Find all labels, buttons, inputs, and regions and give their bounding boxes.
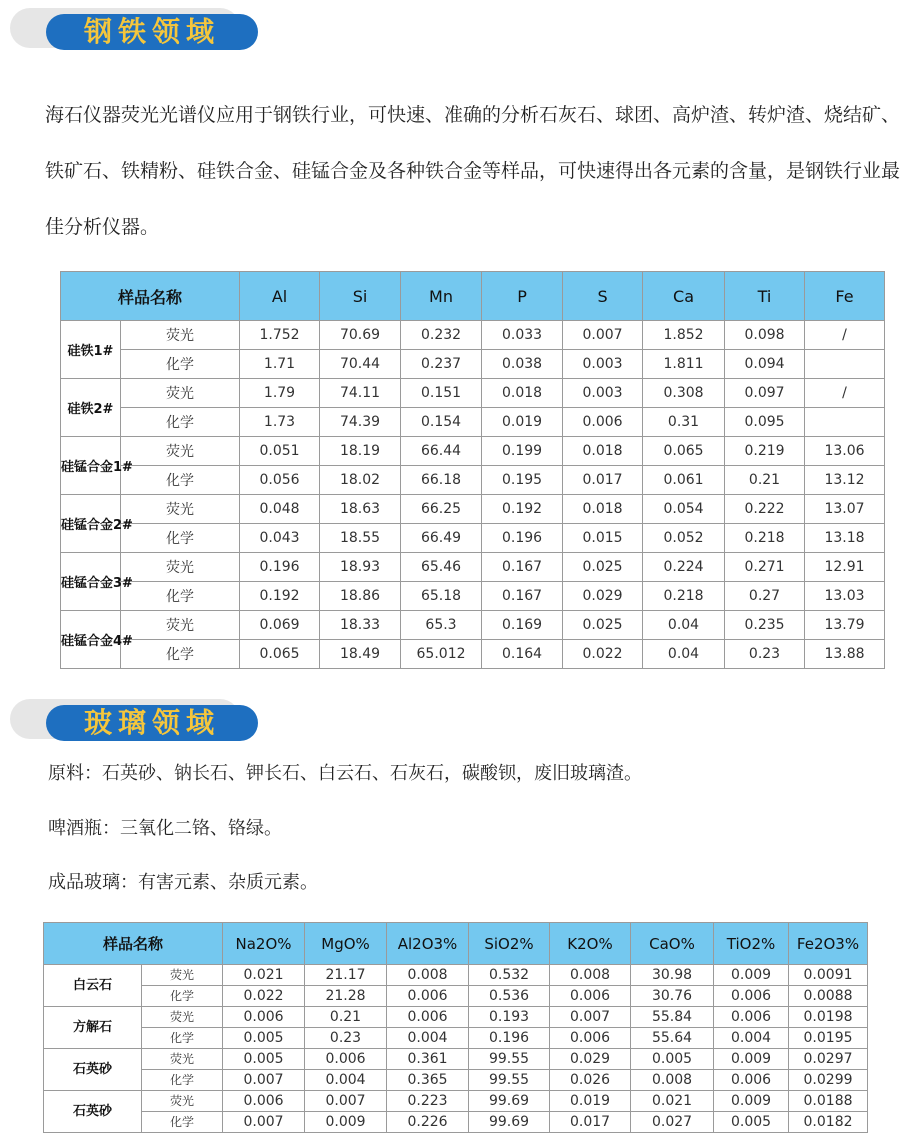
value-cell: 0.219	[725, 437, 805, 466]
value-cell: 0.31	[643, 408, 725, 437]
method-cell: 化学	[121, 640, 240, 669]
table-row	[61, 495, 885, 524]
value-cell: 0.167	[482, 582, 563, 611]
value-cell: 0.164	[482, 640, 563, 669]
column-header: Ca	[643, 272, 725, 321]
value-cell: 0.021	[631, 1091, 714, 1112]
value-cell: 65.012	[401, 640, 482, 669]
value-cell: 0.006	[714, 1007, 789, 1028]
value-cell: 66.25	[401, 495, 482, 524]
method-cell: 荧光	[142, 1091, 223, 1112]
value-cell: 0.151	[401, 379, 482, 408]
value-cell: 0.009	[714, 1091, 789, 1112]
value-cell: 0.0088	[789, 986, 868, 1007]
value-cell: 13.07	[805, 495, 885, 524]
method-cell: 化学	[121, 466, 240, 495]
column-header: Ti	[725, 272, 805, 321]
column-header: S	[563, 272, 643, 321]
value-cell: 0.361	[387, 1049, 469, 1070]
value-cell: 13.06	[805, 437, 885, 466]
value-cell: 0.008	[631, 1070, 714, 1091]
value-cell: 0.006	[714, 1070, 789, 1091]
value-cell: 99.55	[469, 1070, 550, 1091]
value-cell: 65.3	[401, 611, 482, 640]
value-cell: 99.55	[469, 1049, 550, 1070]
value-cell: 0.532	[469, 965, 550, 986]
value-cell: 0.026	[550, 1070, 631, 1091]
value-cell: 18.19	[320, 437, 401, 466]
table-row	[44, 986, 868, 1007]
value-cell: 0.006	[223, 1091, 305, 1112]
value-cell: 0.003	[563, 350, 643, 379]
value-cell: 70.44	[320, 350, 401, 379]
value-cell: 0.193	[469, 1007, 550, 1028]
value-cell: 18.02	[320, 466, 401, 495]
value-cell: 0.223	[387, 1091, 469, 1112]
value-cell: 21.28	[305, 986, 387, 1007]
sample-name-header: 样品名称	[44, 923, 223, 965]
value-cell: 0.009	[714, 1049, 789, 1070]
value-cell: 1.852	[643, 321, 725, 350]
value-cell: 0.097	[725, 379, 805, 408]
value-cell: 0.169	[482, 611, 563, 640]
value-cell: 0.095	[725, 408, 805, 437]
value-cell: 0.237	[401, 350, 482, 379]
value-cell: 0.018	[482, 379, 563, 408]
value-cell: 65.46	[401, 553, 482, 582]
column-header: MgO%	[305, 923, 387, 965]
table-header-row	[44, 923, 868, 965]
method-cell: 化学	[121, 524, 240, 553]
column-header: Al2O3%	[387, 923, 469, 965]
value-cell: 0.098	[725, 321, 805, 350]
column-header: TiO2%	[714, 923, 789, 965]
table-row	[61, 408, 885, 437]
value-cell: 99.69	[469, 1112, 550, 1133]
value-cell: 0.007	[223, 1112, 305, 1133]
value-cell: 55.84	[631, 1007, 714, 1028]
value-cell: 0.015	[563, 524, 643, 553]
value-cell: 0.005	[223, 1049, 305, 1070]
value-cell: 0.232	[401, 321, 482, 350]
value-cell: /	[805, 379, 885, 408]
value-cell: 0.009	[305, 1112, 387, 1133]
value-cell: 12.91	[805, 553, 885, 582]
glass-raw-materials-line: 原料：石英砂、钠长石、钾长石、白云石、石灰石，碳酸钡，废旧玻璃渣。	[48, 763, 642, 784]
value-cell: 0.006	[714, 986, 789, 1007]
method-cell: 荧光	[121, 437, 240, 466]
value-cell	[805, 350, 885, 379]
value-cell: 0.192	[482, 495, 563, 524]
steel-paragraph: 海石仪器荧光光谱仪应用于钢铁行业，可快速、准确的分析石灰石、球团、高炉渣、转炉渣、烧结矿、铁矿石、铁精粉、硅铁合金、硅锰合金及各种铁合金等样品，可快速得出各元素的含量，是钢铁行业最佳分析仪器。	[45, 104, 901, 238]
sample-name-cell: 硅铁2#	[61, 379, 121, 437]
column-header: CaO%	[631, 923, 714, 965]
value-cell: 13.18	[805, 524, 885, 553]
table-row	[61, 582, 885, 611]
value-cell: 70.69	[320, 321, 401, 350]
value-cell: 1.79	[240, 379, 320, 408]
method-cell: 荧光	[121, 321, 240, 350]
column-header: Mn	[401, 272, 482, 321]
value-cell: 30.76	[631, 986, 714, 1007]
value-cell: 0.0198	[789, 1007, 868, 1028]
value-cell: 0.018	[563, 495, 643, 524]
value-cell: 18.33	[320, 611, 401, 640]
value-cell: 1.71	[240, 350, 320, 379]
value-cell: 0.195	[482, 466, 563, 495]
value-cell: 0.006	[563, 408, 643, 437]
value-cell: 0.21	[725, 466, 805, 495]
value-cell: 0.222	[725, 495, 805, 524]
value-cell: 0.006	[223, 1007, 305, 1028]
value-cell: 0.009	[714, 965, 789, 986]
value-cell: 0.027	[631, 1112, 714, 1133]
value-cell: 0.0091	[789, 965, 868, 986]
value-cell	[805, 408, 885, 437]
method-cell: 化学	[121, 582, 240, 611]
value-cell: 0.022	[223, 986, 305, 1007]
value-cell: 13.79	[805, 611, 885, 640]
value-cell: 0.192	[240, 582, 320, 611]
value-cell: 1.752	[240, 321, 320, 350]
value-cell: 30.98	[631, 965, 714, 986]
table-row	[61, 321, 885, 350]
value-cell: 18.55	[320, 524, 401, 553]
value-cell: 0.226	[387, 1112, 469, 1133]
method-cell: 化学	[142, 1070, 223, 1091]
value-cell: 0.007	[550, 1007, 631, 1028]
value-cell: 21.17	[305, 965, 387, 986]
table-row	[44, 1091, 868, 1112]
sample-name-cell: 硅锰合金4#	[61, 611, 121, 669]
table-row	[44, 1112, 868, 1133]
value-cell: 0.0182	[789, 1112, 868, 1133]
value-cell: 0.365	[387, 1070, 469, 1091]
method-cell: 荧光	[142, 965, 223, 986]
method-cell: 化学	[142, 986, 223, 1007]
sample-name-cell: 方解石	[44, 1007, 142, 1049]
value-cell: 0.0299	[789, 1070, 868, 1091]
column-header: P	[482, 272, 563, 321]
column-header: Na2O%	[223, 923, 305, 965]
value-cell: 0.006	[550, 986, 631, 1007]
table-row	[61, 379, 885, 408]
method-cell: 荧光	[121, 495, 240, 524]
value-cell: 0.048	[240, 495, 320, 524]
value-cell: 0.006	[305, 1049, 387, 1070]
value-cell: 0.27	[725, 582, 805, 611]
glass-section-header	[10, 697, 260, 743]
steel-results-table	[60, 271, 885, 669]
method-cell: 荧光	[121, 611, 240, 640]
table-row	[44, 1049, 868, 1070]
value-cell: 13.12	[805, 466, 885, 495]
column-header: Fe	[805, 272, 885, 321]
value-cell: /	[805, 321, 885, 350]
value-cell: 0.019	[550, 1091, 631, 1112]
column-header: Si	[320, 272, 401, 321]
value-cell: 0.006	[550, 1028, 631, 1049]
table-row	[61, 437, 885, 466]
value-cell: 0.003	[563, 379, 643, 408]
value-cell: 0.004	[714, 1028, 789, 1049]
value-cell: 18.93	[320, 553, 401, 582]
table-row	[61, 553, 885, 582]
glass-finished-line: 成品玻璃：有害元素、杂质元素。	[48, 872, 318, 893]
value-cell: 0.054	[643, 495, 725, 524]
value-cell: 0.033	[482, 321, 563, 350]
table-row	[44, 1070, 868, 1091]
glass-section-title: 玻璃领域	[46, 705, 258, 741]
method-cell: 化学	[142, 1112, 223, 1133]
value-cell: 18.49	[320, 640, 401, 669]
value-cell: 0.004	[387, 1028, 469, 1049]
value-cell: 0.029	[550, 1049, 631, 1070]
value-cell: 1.73	[240, 408, 320, 437]
value-cell: 66.49	[401, 524, 482, 553]
value-cell: 0.019	[482, 408, 563, 437]
value-cell: 1.811	[643, 350, 725, 379]
value-cell: 66.18	[401, 466, 482, 495]
value-cell: 74.39	[320, 408, 401, 437]
value-cell: 18.63	[320, 495, 401, 524]
value-cell: 0.007	[563, 321, 643, 350]
value-cell: 0.025	[563, 553, 643, 582]
table-row	[61, 466, 885, 495]
steel-section-title: 钢铁领域	[46, 14, 258, 50]
value-cell: 0.006	[387, 986, 469, 1007]
method-cell: 化学	[142, 1028, 223, 1049]
value-cell: 0.061	[643, 466, 725, 495]
value-cell: 0.04	[643, 640, 725, 669]
value-cell: 0.008	[550, 965, 631, 986]
value-cell: 0.218	[725, 524, 805, 553]
column-header: K2O%	[550, 923, 631, 965]
value-cell: 55.64	[631, 1028, 714, 1049]
value-cell: 0.065	[643, 437, 725, 466]
value-cell: 13.03	[805, 582, 885, 611]
value-cell: 0.038	[482, 350, 563, 379]
table-row	[61, 524, 885, 553]
value-cell: 0.23	[305, 1028, 387, 1049]
value-cell: 0.196	[240, 553, 320, 582]
value-cell: 74.11	[320, 379, 401, 408]
value-cell: 0.218	[643, 582, 725, 611]
value-cell: 0.065	[240, 640, 320, 669]
steel-section-header	[10, 6, 260, 52]
value-cell: 0.018	[563, 437, 643, 466]
column-header: Al	[240, 272, 320, 321]
method-cell: 化学	[121, 408, 240, 437]
method-cell: 荧光	[121, 379, 240, 408]
method-cell: 荧光	[142, 1049, 223, 1070]
value-cell: 0.043	[240, 524, 320, 553]
sample-name-cell: 硅铁1#	[61, 321, 121, 379]
glass-beer-bottle-line: 啤酒瓶：三氧化二铬、铬绿。	[48, 818, 282, 839]
value-cell: 66.44	[401, 437, 482, 466]
value-cell: 13.88	[805, 640, 885, 669]
value-cell: 0.271	[725, 553, 805, 582]
table-row	[61, 350, 885, 379]
column-header: SiO2%	[469, 923, 550, 965]
value-cell: 0.21	[305, 1007, 387, 1028]
value-cell: 0.051	[240, 437, 320, 466]
value-cell: 0.0297	[789, 1049, 868, 1070]
value-cell: 0.029	[563, 582, 643, 611]
table-row	[61, 611, 885, 640]
method-cell: 化学	[121, 350, 240, 379]
value-cell: 0.196	[469, 1028, 550, 1049]
steel-description	[0, 87, 914, 255]
value-cell: 0.0188	[789, 1091, 868, 1112]
value-cell: 0.056	[240, 466, 320, 495]
value-cell: 0.004	[305, 1070, 387, 1091]
value-cell: 65.18	[401, 582, 482, 611]
value-cell: 0.021	[223, 965, 305, 986]
value-cell: 18.86	[320, 582, 401, 611]
value-cell: 0.536	[469, 986, 550, 1007]
table-header-row	[61, 272, 885, 321]
value-cell: 0.005	[631, 1049, 714, 1070]
value-cell: 0.094	[725, 350, 805, 379]
method-cell: 荧光	[142, 1007, 223, 1028]
value-cell: 0.069	[240, 611, 320, 640]
value-cell: 0.154	[401, 408, 482, 437]
value-cell: 0.025	[563, 611, 643, 640]
value-cell: 99.69	[469, 1091, 550, 1112]
value-cell: 0.308	[643, 379, 725, 408]
value-cell: 0.167	[482, 553, 563, 582]
sample-name-cell: 硅锰合金1#	[61, 437, 121, 495]
value-cell: 0.005	[223, 1028, 305, 1049]
value-cell: 0.022	[563, 640, 643, 669]
value-cell: 0.052	[643, 524, 725, 553]
column-header: Fe2O3%	[789, 923, 868, 965]
value-cell: 0.017	[563, 466, 643, 495]
table-row	[61, 640, 885, 669]
value-cell: 0.017	[550, 1112, 631, 1133]
sample-name-cell: 石英砂	[44, 1049, 142, 1091]
sample-name-header: 样品名称	[61, 272, 240, 321]
glass-results-table	[43, 922, 868, 1133]
table-row	[44, 1028, 868, 1049]
value-cell: 0.04	[643, 611, 725, 640]
value-cell: 0.0195	[789, 1028, 868, 1049]
value-cell: 0.23	[725, 640, 805, 669]
sample-name-cell: 硅锰合金2#	[61, 495, 121, 553]
value-cell: 0.007	[305, 1091, 387, 1112]
sample-name-cell: 白云石	[44, 965, 142, 1007]
method-cell: 荧光	[121, 553, 240, 582]
table-row	[44, 965, 868, 986]
value-cell: 0.199	[482, 437, 563, 466]
value-cell: 0.005	[714, 1112, 789, 1133]
value-cell: 0.196	[482, 524, 563, 553]
sample-name-cell: 石英砂	[44, 1091, 142, 1133]
table-row	[44, 1007, 868, 1028]
value-cell: 0.008	[387, 965, 469, 986]
value-cell: 0.235	[725, 611, 805, 640]
value-cell: 0.224	[643, 553, 725, 582]
value-cell: 0.007	[223, 1070, 305, 1091]
value-cell: 0.006	[387, 1007, 469, 1028]
sample-name-cell: 硅锰合金3#	[61, 553, 121, 611]
